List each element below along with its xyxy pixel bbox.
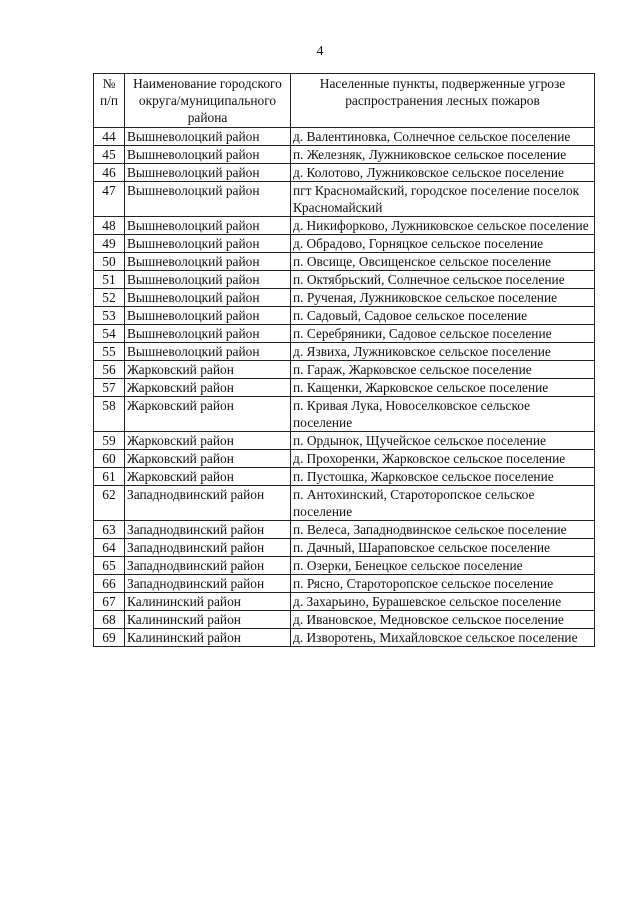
settlements-table	[93, 73, 595, 647]
row-places: д. Захарьино, Бурашевское сельское поселение	[291, 593, 595, 611]
row-district: Калининский район	[125, 629, 291, 647]
row-district: Вышневолоцкий район	[125, 164, 291, 182]
row-places: п. Садовый, Садовое сельское поселение	[291, 307, 595, 325]
row-number: 51	[94, 271, 125, 289]
table-row	[94, 146, 595, 164]
row-number: 64	[94, 539, 125, 557]
table-row	[94, 450, 595, 468]
row-number: 48	[94, 217, 125, 235]
header-num: № п/п	[94, 74, 125, 128]
row-number: 68	[94, 611, 125, 629]
row-district: Жарковский район	[125, 379, 291, 397]
table-row	[94, 253, 595, 271]
row-places: п. Пустошка, Жарковское сельское поселение	[291, 468, 595, 486]
table-row	[94, 164, 595, 182]
row-number: 44	[94, 128, 125, 146]
header-places: Населенные пункты, подверженные угрозе распространения лесных пожаров	[291, 74, 595, 128]
row-places: п. Кривая Лука, Новоселковское сельское поселение	[291, 397, 595, 432]
row-number: 69	[94, 629, 125, 647]
row-places: д. Валентиновка, Солнечное сельское поселение	[291, 128, 595, 146]
row-district: Вышневолоцкий район	[125, 128, 291, 146]
row-places: п. Серебряники, Садовое сельское поселение	[291, 325, 595, 343]
row-places: п. Ордынок, Щучейское сельское поселение	[291, 432, 595, 450]
row-district: Вышневолоцкий район	[125, 146, 291, 164]
table-body	[94, 128, 595, 647]
table-row	[94, 235, 595, 253]
row-district: Жарковский район	[125, 450, 291, 468]
row-number: 57	[94, 379, 125, 397]
table-row	[94, 521, 595, 539]
row-number: 53	[94, 307, 125, 325]
row-number: 63	[94, 521, 125, 539]
row-number: 54	[94, 325, 125, 343]
row-district: Вышневолоцкий район	[125, 235, 291, 253]
row-number: 55	[94, 343, 125, 361]
table-row	[94, 557, 595, 575]
row-places: п. Дачный, Шараповское сельское поселение	[291, 539, 595, 557]
table-row	[94, 379, 595, 397]
table-row	[94, 629, 595, 647]
row-places: пгт Красномайский, городское поселение поселок Красномайский	[291, 182, 595, 217]
table-row	[94, 343, 595, 361]
row-district: Вышневолоцкий район	[125, 307, 291, 325]
row-places: д. Прохоренки, Жарковское сельское поселение	[291, 450, 595, 468]
row-number: 46	[94, 164, 125, 182]
row-district: Калининский район	[125, 593, 291, 611]
table-row	[94, 486, 595, 521]
row-places: п. Овсище, Овсищенское сельское поселение	[291, 253, 595, 271]
row-places: п. Антохинский, Староторопское сельское поселение	[291, 486, 595, 521]
row-places: п. Железняк, Лужниковское сельское поселение	[291, 146, 595, 164]
row-number: 65	[94, 557, 125, 575]
row-number: 60	[94, 450, 125, 468]
table-row	[94, 432, 595, 450]
row-places: д. Ивановское, Медновское сельское поселение	[291, 611, 595, 629]
row-places: п. Рученая, Лужниковское сельское поселение	[291, 289, 595, 307]
row-district: Западнодвинский район	[125, 557, 291, 575]
row-district: Жарковский район	[125, 361, 291, 379]
table-row	[94, 325, 595, 343]
table-row	[94, 593, 595, 611]
row-places: д. Обрадово, Горняцкое сельское поселение	[291, 235, 595, 253]
row-number: 49	[94, 235, 125, 253]
row-number: 61	[94, 468, 125, 486]
row-places: д. Изворотень, Михайловское сельское поселение	[291, 629, 595, 647]
row-district: Западнодвинский район	[125, 539, 291, 557]
row-number: 66	[94, 575, 125, 593]
row-district: Западнодвинский район	[125, 521, 291, 539]
row-number: 59	[94, 432, 125, 450]
table-header-row	[94, 74, 595, 128]
row-district: Вышневолоцкий район	[125, 182, 291, 217]
row-number: 56	[94, 361, 125, 379]
row-places: п. Рясно, Староторопское сельское поселение	[291, 575, 595, 593]
table-row	[94, 271, 595, 289]
row-number: 45	[94, 146, 125, 164]
table-row	[94, 182, 595, 217]
row-number: 50	[94, 253, 125, 271]
row-places: п. Октябрьский, Солнечное сельское поселение	[291, 271, 595, 289]
row-places: д. Никифорково, Лужниковское сельское поселение	[291, 217, 595, 235]
table-row	[94, 468, 595, 486]
row-district: Западнодвинский район	[125, 486, 291, 521]
row-district: Жарковский район	[125, 468, 291, 486]
row-number: 67	[94, 593, 125, 611]
row-number: 58	[94, 397, 125, 432]
row-district: Вышневолоцкий район	[125, 271, 291, 289]
row-number: 52	[94, 289, 125, 307]
table-row	[94, 575, 595, 593]
row-district: Жарковский район	[125, 432, 291, 450]
row-district: Жарковский район	[125, 397, 291, 432]
table-row	[94, 361, 595, 379]
row-district: Западнодвинский район	[125, 575, 291, 593]
row-district: Калининский район	[125, 611, 291, 629]
table-row	[94, 611, 595, 629]
row-places: д. Колотово, Лужниковское сельское поселение	[291, 164, 595, 182]
row-district: Вышневолоцкий район	[125, 325, 291, 343]
table-row	[94, 289, 595, 307]
table-row	[94, 307, 595, 325]
row-places: п. Кащенки, Жарковское сельское поселение	[291, 379, 595, 397]
row-places: п. Озерки, Бенецкое сельское поселение	[291, 557, 595, 575]
row-places: д. Язвиха, Лужниковское сельское поселение	[291, 343, 595, 361]
header-district: Наименование городского округа/муниципального района	[125, 74, 291, 128]
table-row	[94, 397, 595, 432]
table-row	[94, 128, 595, 146]
row-number: 62	[94, 486, 125, 521]
row-district: Вышневолоцкий район	[125, 289, 291, 307]
row-district: Вышневолоцкий район	[125, 253, 291, 271]
row-places: п. Гараж, Жарковское сельское поселение	[291, 361, 595, 379]
table-row	[94, 217, 595, 235]
row-district: Вышневолоцкий район	[125, 217, 291, 235]
row-places: п. Велеса, Западнодвинское сельское поселение	[291, 521, 595, 539]
table-row	[94, 539, 595, 557]
row-number: 47	[94, 182, 125, 217]
page-number: 4	[316, 44, 324, 59]
row-district: Вышневолоцкий район	[125, 343, 291, 361]
